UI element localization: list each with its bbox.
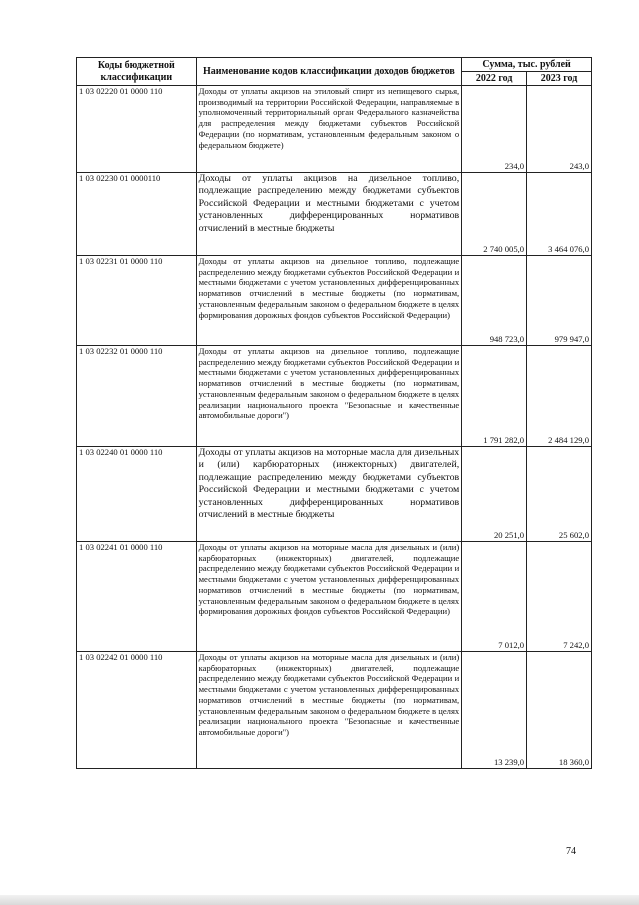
amount-2023: 979 947,0 — [527, 256, 592, 346]
table-row — [77, 652, 592, 769]
amount-2022: 1 791 282,0 — [462, 346, 527, 447]
amount-2022: 13 239,0 — [462, 652, 527, 769]
amount-2023: 243,0 — [527, 86, 592, 173]
table-row — [77, 173, 592, 256]
revenue-name: Доходы от уплаты акцизов на моторные масла для дизельных и (или) карбюраторных (инжекторных) двигателей, подлежащие распределению между бюджетами субъектов Российской Федерации и местными бюджетами с учетом установленных дифференцированных нормативов отчислений в местные бюджеты (по нормативам, установленным федеральным законом о федеральном бюджете в целях реализации национального проекта "Безопасные и качественные автомобильные дороги") — [196, 652, 462, 769]
budget-code: 1 03 02231 01 0000 110 — [77, 256, 197, 346]
revenue-name: Доходы от уплаты акцизов на дизельное топливо, подлежащие распределению между бюджетами субъектов Российской Федерации и местными бюджетами с учетом установленных дифференцированных нормативов отчислений в местные бюджеты (по нормативам, установленным федеральным законом о федеральном бюджете в целях формирования дорожных фондов субъектов Российской Федерации) — [196, 256, 462, 346]
amount-2022: 234,0 — [462, 86, 527, 173]
page-number: 74 — [566, 846, 576, 857]
table-row — [77, 256, 592, 346]
table-row — [77, 346, 592, 447]
amount-2022: 20 251,0 — [462, 447, 527, 542]
table-row — [77, 447, 592, 542]
table-row — [77, 542, 592, 652]
header-year-2022: 2022 год — [462, 72, 527, 86]
amount-2022: 948 723,0 — [462, 256, 527, 346]
revenue-name: Доходы от уплаты акцизов на моторные масла для дизельных и (или) карбюраторных (инжекторных) двигателей, подлежащие распределению между бюджетами субъектов Российской Федерации и местными бюджетами с учетом установленных дифференцированных нормативов отчислений в местные бюджеты — [196, 447, 462, 542]
header-code-column: Коды бюджетной классификации — [77, 58, 197, 86]
amount-2022: 7 012,0 — [462, 542, 527, 652]
budget-code: 1 03 02242 01 0000 110 — [77, 652, 197, 769]
revenue-name: Доходы от уплаты акцизов на дизельное топливо, подлежащие распределению между бюджетами субъектов Российской Федерации и местными бюджетами с учетом установленных дифференцированных нормативов отчислений в местные бюджеты (по нормативам, установленным федеральным законом о федеральном бюджете в целях реализации национального проекта "Безопасные и качественные автомобильные дороги") — [196, 346, 462, 447]
budget-code: 1 03 02240 01 0000 110 — [77, 447, 197, 542]
revenue-name: Доходы от уплаты акцизов на моторные масла для дизельных и (или) карбюраторных (инжекторных) двигателей, подлежащие распределению между бюджетами субъектов Российской Федерации и местными бюджетами с учетом установленных дифференцированных нормативов отчислений в местные бюджеты (по нормативам, установленным федеральным законом о федеральном бюджете в целях формирования дорожных фондов субъектов Российской Федерации) — [196, 542, 462, 652]
amount-2022: 2 740 005,0 — [462, 173, 527, 256]
header-year-2023: 2023 год — [527, 72, 592, 86]
amount-2023: 2 484 129,0 — [527, 346, 592, 447]
header-sum-column: Сумма, тыс. рублей — [462, 58, 592, 72]
budget-code: 1 03 02220 01 0000 110 — [77, 86, 197, 173]
revenue-name: Доходы от уплаты акцизов на этиловый спирт из непищевого сырья, производимый на территории Российской Федерации, направляемые в уполномоченный территориальный орган Федерального казначейства для распределения между бюджетами субъектов Российской Федерации (по нормативам, установленным федеральным законом о федеральном бюджете) — [196, 86, 462, 173]
revenue-name: Доходы от уплаты акцизов на дизельное топливо, подлежащие распределению между бюджетами субъектов Российской Федерации и местными бюджетами с учетом установленных дифференцированных нормативов отчислений в местные бюджеты — [196, 173, 462, 256]
budget-revenue-table — [76, 57, 592, 769]
table-row — [77, 86, 592, 173]
amount-2023: 25 602,0 — [527, 447, 592, 542]
budget-code: 1 03 02241 01 0000 110 — [77, 542, 197, 652]
page-bottom-edge — [0, 895, 639, 905]
amount-2023: 18 360,0 — [527, 652, 592, 769]
amount-2023: 3 464 076,0 — [527, 173, 592, 256]
budget-code: 1 03 02232 01 0000 110 — [77, 346, 197, 447]
budget-code: 1 03 02230 01 0000110 — [77, 173, 197, 256]
header-name-column: Наименование кодов классификации доходов бюджетов — [196, 58, 462, 86]
amount-2023: 7 242,0 — [527, 542, 592, 652]
